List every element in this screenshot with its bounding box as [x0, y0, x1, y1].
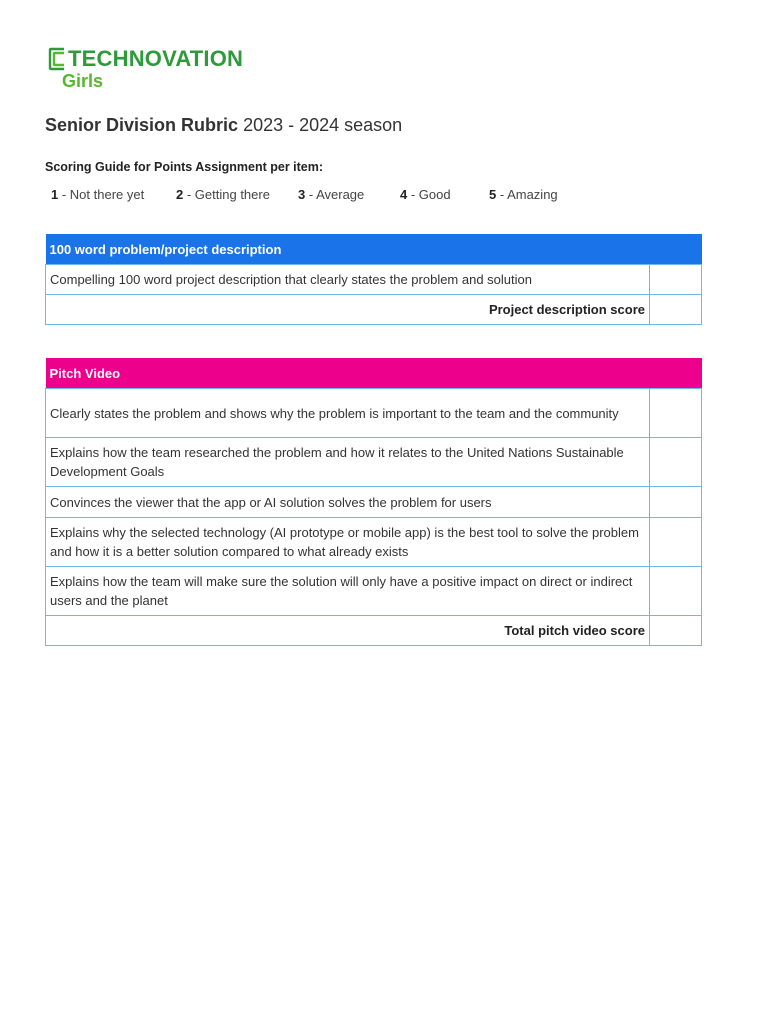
score-cell[interactable] — [650, 265, 702, 295]
page-title — [45, 115, 402, 136]
logo-wordmark: TECHNOVATION — [68, 46, 244, 71]
scoring-guide-heading: Scoring Guide for Points Assignment per item: — [45, 160, 324, 174]
score-cell[interactable] — [650, 487, 702, 518]
total-label: Project description score — [46, 295, 650, 325]
scale-level-3: 3 - Average — [298, 187, 365, 202]
criterion-text: Explains why the selected technology (AI prototype or mobile app) is the best tool to solve the problem and how it is a better solution compared to what already exists — [46, 518, 650, 567]
scale-level-1: 1 - Not there yet — [51, 187, 145, 202]
title-bold: Senior Division Rubric — [45, 115, 239, 135]
table-row — [46, 567, 702, 616]
title-season: 2023 - 2024 season — [243, 115, 403, 135]
total-score-cell[interactable] — [650, 616, 702, 646]
table-row — [46, 389, 702, 438]
total-row — [46, 295, 702, 325]
section-header-label: 100 word problem/project description — [46, 234, 702, 265]
criterion-text: Explains how the team will make sure the solution will only have a positive impact on direct or indirect users and the planet — [46, 567, 650, 616]
criterion-text: Compelling 100 word project description that clearly states the problem and solution — [46, 265, 650, 295]
criterion-text: Convinces the viewer that the app or AI solution solves the problem for users — [46, 487, 650, 518]
project-description-table — [45, 234, 702, 325]
total-label: Total pitch video score — [46, 616, 650, 646]
section-header-label: Pitch Video — [46, 358, 702, 389]
logo-subtitle: Girls — [62, 71, 104, 91]
score-cell[interactable] — [650, 567, 702, 616]
score-cell[interactable] — [650, 438, 702, 487]
technovation-mark-icon — [48, 47, 66, 71]
table-row — [46, 265, 702, 295]
score-cell[interactable] — [650, 389, 702, 438]
criterion-text: Explains how the team researched the problem and how it relates to the United Nations Sustainable Development Goals — [46, 438, 650, 487]
table-row — [46, 487, 702, 518]
section-header — [46, 234, 702, 265]
table-row — [46, 518, 702, 567]
score-cell[interactable] — [650, 518, 702, 567]
section-header — [46, 358, 702, 389]
criterion-text: Clearly states the problem and shows why the problem is important to the team and the community — [46, 389, 650, 438]
scale-level-5: 5 - Amazing — [489, 187, 558, 202]
scale-level-2: 2 - Getting there — [176, 187, 270, 202]
pitch-video-table — [45, 358, 702, 646]
total-score-cell[interactable] — [650, 295, 702, 325]
table-row — [46, 438, 702, 487]
total-row — [46, 616, 702, 646]
scale-level-4: 4 - Good — [400, 187, 451, 202]
technovation-girls-logo — [48, 46, 243, 91]
